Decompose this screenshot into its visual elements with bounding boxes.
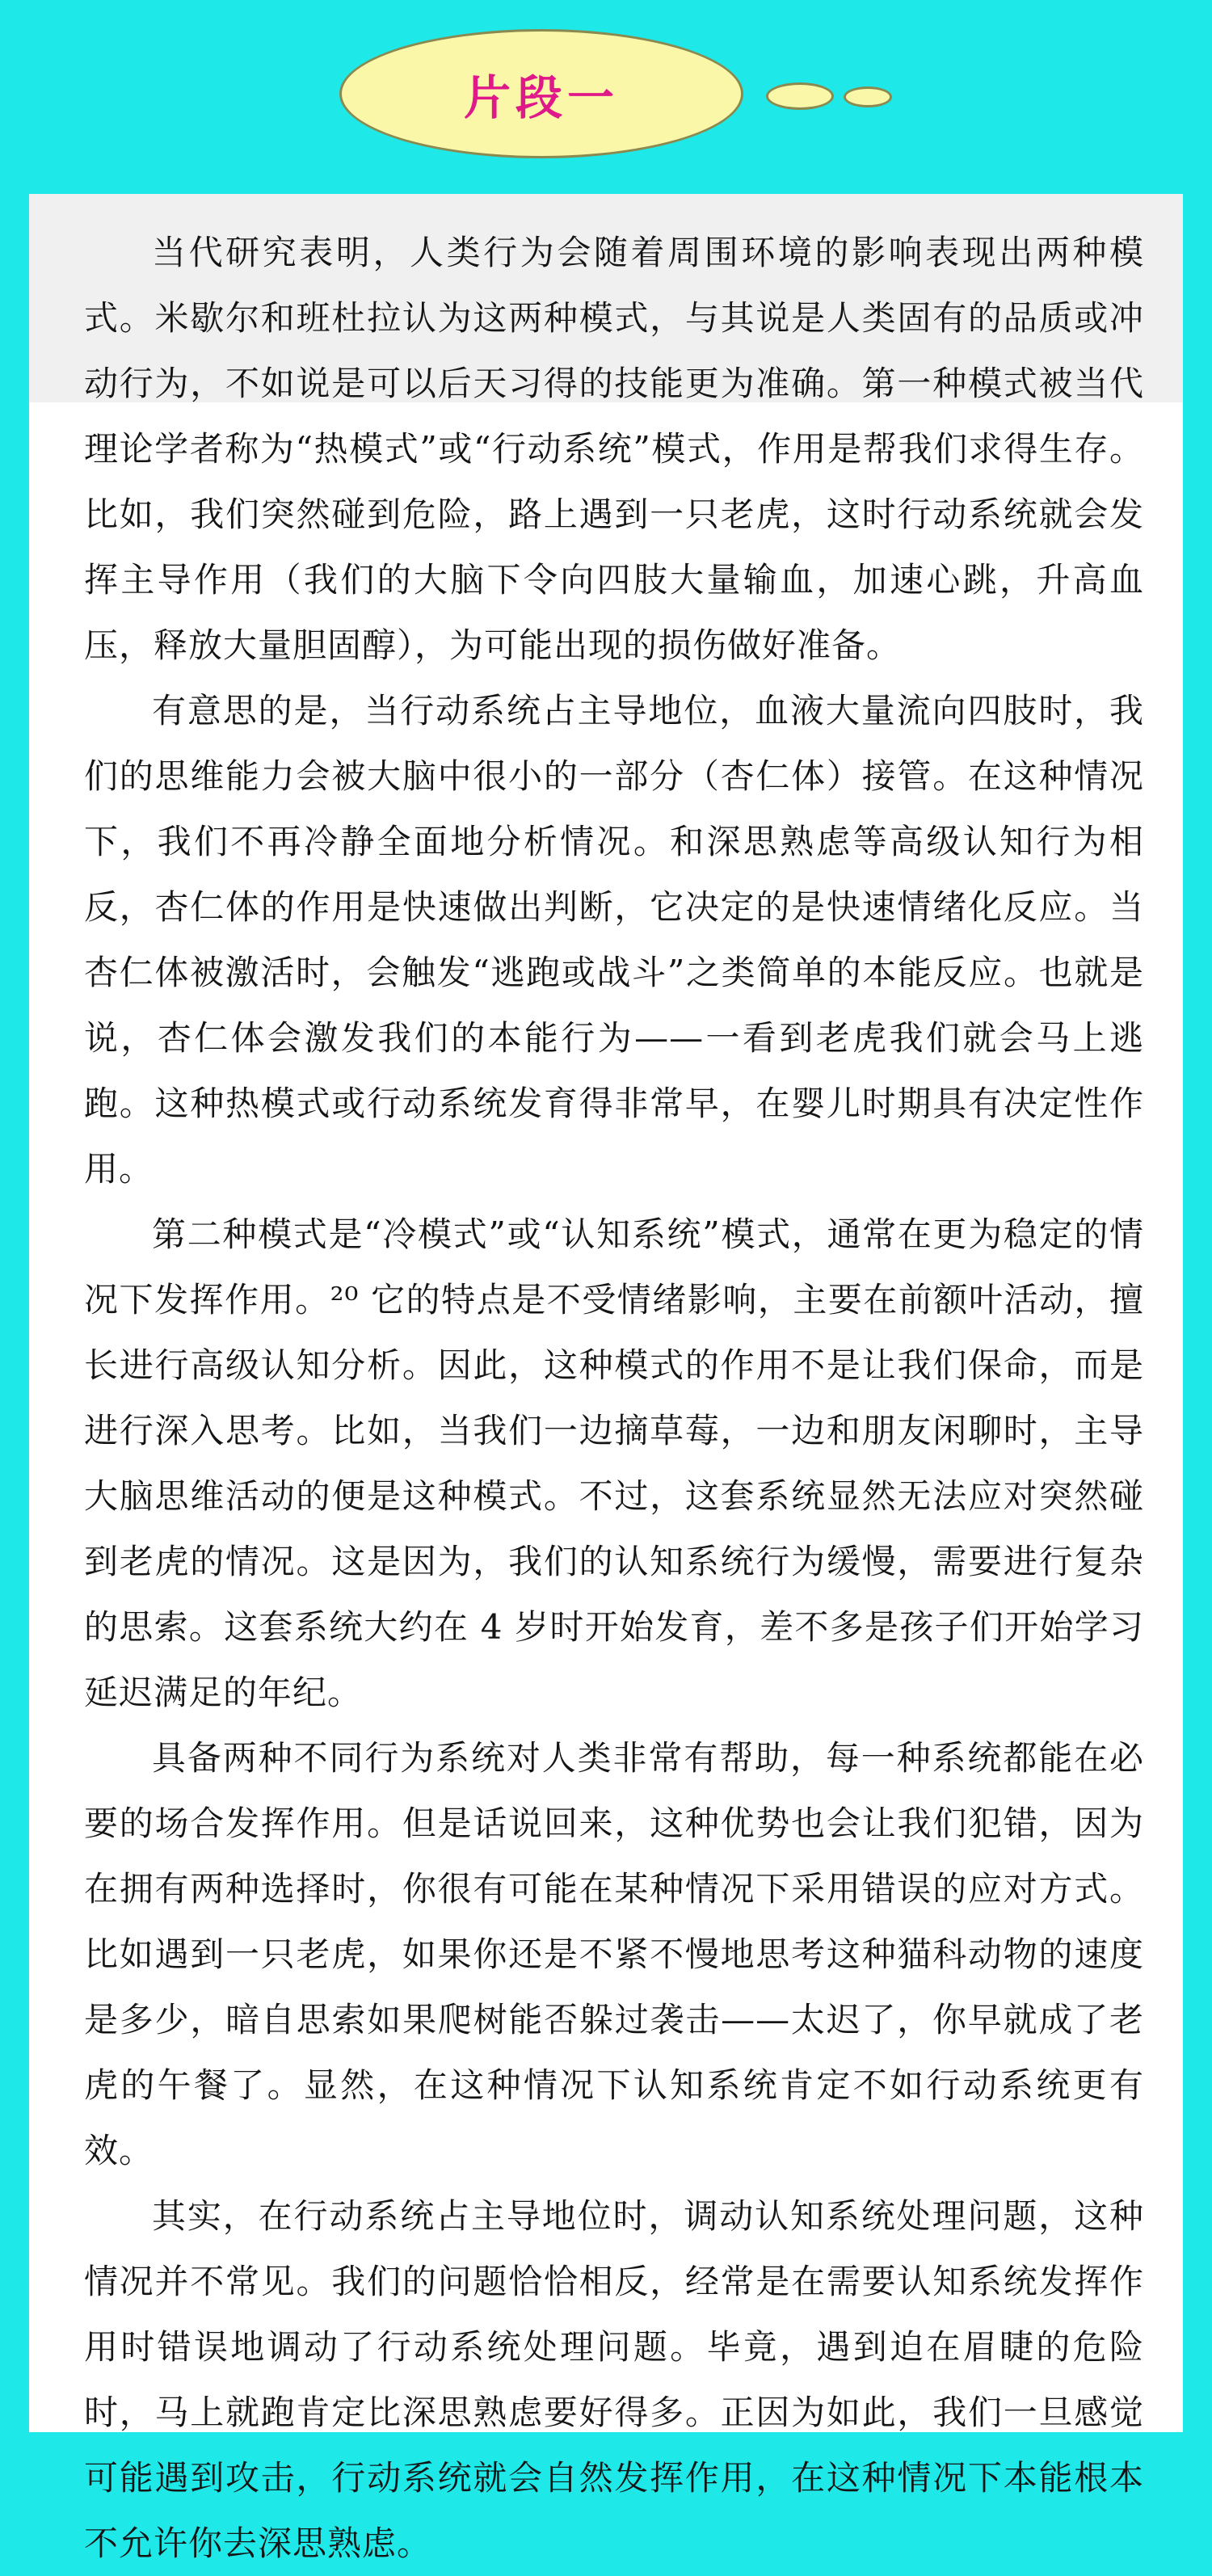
paragraph-3: 第二种模式是“冷模式”或“认知系统”模式，通常在更为稳定的情况下发挥作用。²⁰ 它的特点是不受情绪影响，主要在前额叶活动，擅长进行高级认知分析。因此，这种模式的作用不是让我们保命，而是进行深入思考。比如，当我们一边摘草莓，一边和朋友闲聊时，主导大脑思维活动的便是这种模式。不过，这套系统显然无法应对突然碰到老虎的情况。这是因为，我们的认知系统行为缓慢，需要进行复杂的思索。这套系统大约在 4 岁时开始发育，差不多是孩子们开始学习延迟满足的年纪。 bbox=[84, 1214, 1144, 1712]
paragraph-1: 当代研究表明，人类行为会随着周围环境的影响表现出两种模式。米歇尔和班杜拉认为这两种模式，与其说是人类固有的品质或冲动行为，不如说是可以后天习得的技能更为准确。第一种模式被当代理论学者称为“热模式”或“行动系统”模式，作用是帮我们求得生存。比如，我们突然碰到危险，路上遇到一只老虎，这时行动系统就会发挥主导作用（我们的大脑下令向四肢大量输血，加速心跳，升高血压，释放大量胆固醇），为可能出现的损伤做好准备。 bbox=[84, 233, 1144, 665]
paragraph-2: 有意思的是，当行动系统占主导地位，血液大量流向四肢时，我们的思维能力会被大脑中很小的一部分（杏仁体）接管。在这种情况下，我们不再冷静全面地分析情况。和深思熟虑等高级认知行为相反，杏仁体的作用是快速做出判断，它决定的是快速情绪化反应。当杏仁体被激活时，会触发“逃跑或战斗”之类简单的本能反应。也就是说，杏仁体会激发我们的本能行为——一看到老虎我们就会马上逃跑。这种热模式或行动系统发育得非常早，在婴儿时期具有决定性作用。 bbox=[84, 691, 1144, 1189]
paragraph-5: 其实，在行动系统占主导地位时，调动认知系统处理问题，这种情况并不常见。我们的问题恰恰相反，经常是在需要认知系统发挥作用时错误地调动了行动系统处理问题。毕竟，遇到迫在眉睫的危险时，马上就跑肯定比深思熟虑要好得多。正因为如此，我们一旦感觉可能遇到攻击，行动系统就会自然发挥作用，在这种情况下本能根本不允许你去深思熟虑。 bbox=[84, 2196, 1144, 2563]
thought-bubble-small-1 bbox=[766, 82, 834, 110]
text-panel bbox=[29, 194, 1183, 2563]
section-title: 片段一 bbox=[463, 70, 619, 125]
title-bubble bbox=[339, 29, 743, 158]
paragraph-4: 具备两种不同行为系统对人类非常有帮助，每一种系统都能在必要的场合发挥作用。但是话说回来，这种优势也会让我们犯错，因为在拥有两种选择时，你很有可能在某种情况下采用错误的应对方式。比如遇到一只老虎，如果你还是不紧不慢地思考这种猫科动物的速度是多少，暗自思索如果爬树能否躲过袭击——太迟了，你早就成了老虎的午餐了。显然，在这种情况下认知系统肯定不如行动系统更有效。 bbox=[84, 1738, 1144, 2170]
thought-bubble-small-2 bbox=[844, 86, 892, 107]
